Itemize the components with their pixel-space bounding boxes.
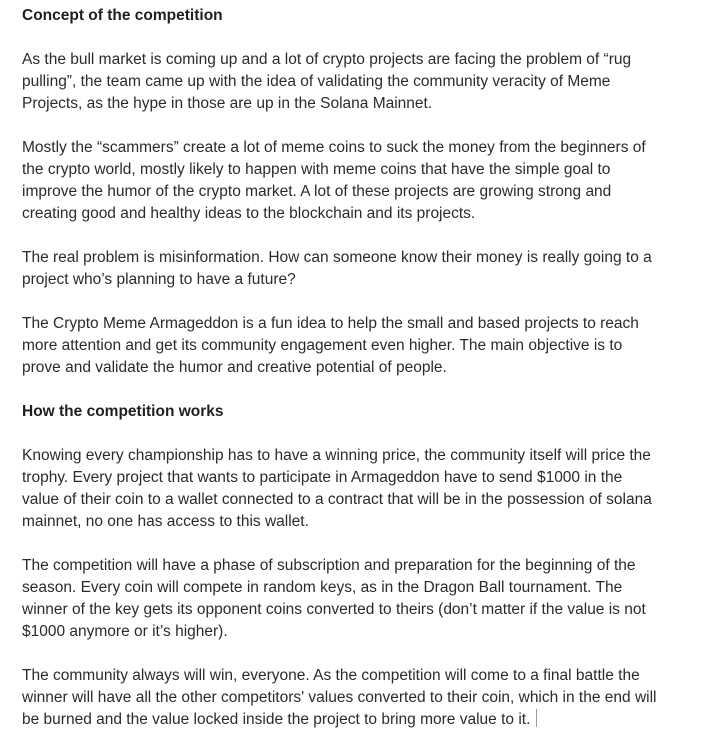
text-line: winner of the key gets its opponent coins converted to theirs (don’t matter if the value is not — [22, 601, 646, 618]
paragraph-concept-3 — [22, 247, 702, 291]
text-line-last — [22, 709, 702, 731]
text-line: the crypto world, mostly likely to happen with meme coins that have the simple goal to — [22, 161, 611, 178]
text-line-content: be burned and the value locked inside the project to bring more value to it. — [22, 711, 531, 728]
text-line: The Crypto Meme Armageddon is a fun idea to help the small and based projects to reach — [22, 315, 639, 332]
text-line: prove and validate the humor and creative potential of people. — [22, 359, 447, 376]
text-line: winner will have all the other competitors' values converted to their coin, which in the end will — [22, 689, 657, 706]
text-line: Knowing every championship has to have a winning price, the community itself will price the — [22, 447, 651, 464]
paragraph-works-3 — [22, 665, 702, 731]
text-line: value of their coin to a wallet connected to a contract that will be in the possession of solana — [22, 491, 652, 508]
paragraph-works-2 — [22, 555, 702, 643]
text-line: trophy. Every project that wants to participate in Armageddon have to send $1000 in the — [22, 469, 623, 486]
section-heading-how-it-works: How the competition works — [22, 403, 224, 420]
text-line: more attention and get its community engagement even higher. The main objective is to — [22, 337, 623, 354]
text-line: $1000 anymore or it’s higher). — [22, 623, 228, 640]
text-line: Mostly the “scammers” create a lot of meme coins to suck the money from the beginners of — [22, 139, 646, 156]
paragraph-works-1 — [22, 445, 702, 533]
text-line: improve the humor of the crypto market. A lot of these projects are growing strong and — [22, 183, 612, 200]
text-line: The competition will have a phase of subscription and preparation for the beginning of the — [22, 557, 636, 574]
text-line: creating good and healthy ideas to the blockchain and its projects. — [22, 205, 476, 222]
text-line: Projects, as the hype in those are up in the Solana Mainnet. — [22, 95, 433, 112]
paragraph-concept-4 — [22, 313, 702, 379]
section-heading-concept: Concept of the competition — [22, 7, 223, 24]
text-cursor — [536, 709, 537, 727]
text-line: mainnet, no one has access to this wallet. — [22, 513, 309, 530]
text-line: The real problem is misinformation. How can someone know their money is really going to a — [22, 249, 652, 266]
text-line: project who’s planning to have a future? — [22, 271, 296, 288]
text-line: pulling”, the team came up with the idea of validating the community veracity of Meme — [22, 73, 611, 90]
text-line: The community always will win, everyone. As the competition will come to a final battle the — [22, 667, 640, 684]
text-line: season. Every coin will compete in random keys, as in the Dragon Ball tournament. The — [22, 579, 623, 596]
text-line: As the bull market is coming up and a lot of crypto projects are facing the problem of “rug — [22, 51, 632, 68]
paragraph-concept-1 — [22, 49, 702, 115]
paragraph-concept-2 — [22, 137, 702, 225]
